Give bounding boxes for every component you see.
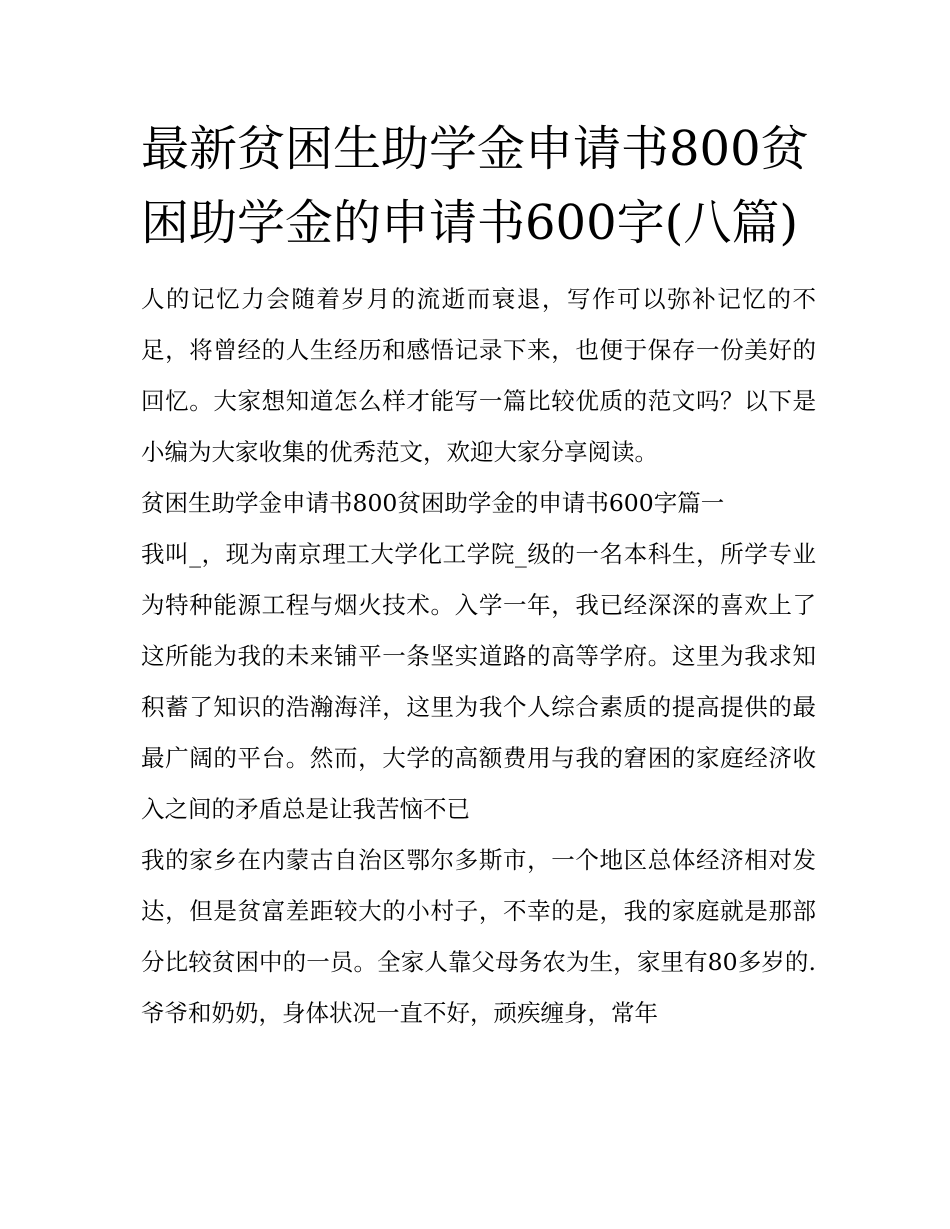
section-heading: 贫困生助学金申请书800贫困助学金的申请书600字篇一 <box>141 489 725 517</box>
document-body <box>141 112 816 1039</box>
document-title: 最新贫困生助学金申请书800贫困助学金的申请书600字(八篇) <box>141 121 809 251</box>
intro-paragraph: 人的记忆力会随着岁月的流逝而衰退，写作可以弥补记忆的不足，将曾经的人生经历和感悟记录下来，也便于保存一份美好的回忆。大家想知道怎么样才能写一篇比较优质的范文吗？以下是小编为大家收集的优秀范文，欢迎大家分享阅读。 <box>141 285 816 466</box>
body-paragraph-2: 我的家乡在内蒙古自治区鄂尔多斯市，一个地区总体经济相对发达，但是贫富差距较大的小村子，不幸的是，我的家庭就是那部分比较贫困中的一员。全家人靠父母务农为生，家里有80多岁的.爷爷和奶奶，身体状况一直不好，顽疾缠身，常年 <box>141 846 816 1027</box>
body-paragraph-1: 我叫_，现为南京理工大学化工学院_级的一名本科生，所学专业为特种能源工程与烟火技术。入学一年，我已经深深的喜欢上了这所能为我的未来铺平一条坚实道路的高等学府。这里为我求知积蓄了知识的浩瀚海洋，这里为我个人综合素质的提高提供的最最广阔的平台。然而，大学的高额费用与我的窘困的家庭经济收入之间的矛盾总是让我苦恼不已 <box>141 540 816 823</box>
